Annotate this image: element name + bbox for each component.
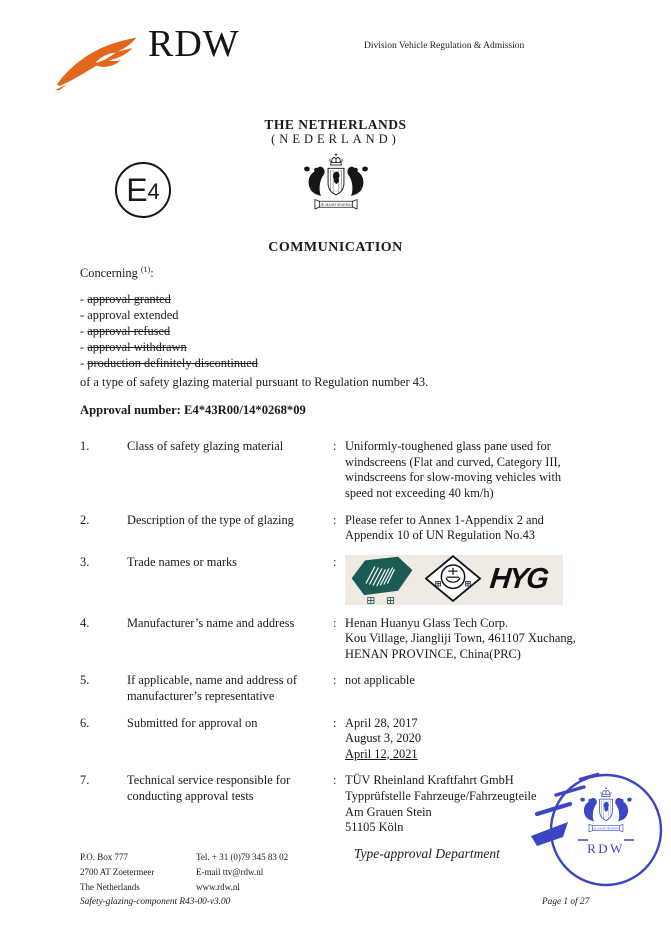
page-indicator: Page 1 of 27: [542, 897, 590, 907]
item-value: [345, 716, 596, 763]
approval-number-line: [80, 402, 596, 418]
table-row: [80, 555, 596, 605]
website-line: www.rdw.nl: [196, 881, 240, 892]
option-approval-extended: approval extended: [87, 308, 179, 323]
e4-approval-mark: [115, 162, 171, 218]
concerning-list: [80, 291, 596, 371]
item-value: [345, 616, 596, 663]
e-mark-letter: E: [126, 172, 148, 208]
label-line: Description of the type of glazing: [127, 512, 294, 527]
colon-separator: :: [333, 554, 337, 569]
department-title: Type-approval Department: [354, 846, 500, 861]
colon-separator: :: [333, 715, 337, 730]
value-line: not applicable: [345, 673, 415, 688]
item-number: 7.: [80, 773, 90, 788]
table-row: [80, 439, 596, 501]
huanyu-hexagon-logo-icon: [348, 555, 416, 605]
item-value: [345, 673, 596, 704]
colon-separator: :: [333, 512, 337, 527]
subject-line: of a type of safety glazing material pursuant to Regulation number 43.: [80, 375, 429, 390]
label-line: Class of safety glazing material: [127, 439, 284, 454]
item-number: 1.: [80, 439, 90, 454]
item-number: 5.: [80, 673, 90, 688]
item-label: [127, 555, 333, 605]
value-line: windscreens (Flat and curved, Category III,: [345, 454, 561, 469]
hyg-logo: HYG: [488, 563, 549, 596]
item-number: 6.: [80, 715, 90, 730]
label-line: conducting approval tests: [127, 789, 254, 804]
label-line: Trade names or marks: [127, 554, 238, 569]
footer-address: [80, 850, 154, 894]
main-content: [80, 262, 596, 847]
value-line: Uniformly-toughened glass pane used for: [345, 439, 551, 454]
e-mark-number: 4: [147, 178, 160, 204]
email-line: E-mail ttv@rdw.nl: [196, 866, 264, 877]
item-label: [127, 439, 333, 501]
value-line: TÜV Rheinland Kraftfahrt GmbH: [345, 773, 514, 788]
item-number: 3.: [80, 554, 90, 569]
items-table: [80, 439, 596, 836]
document-type-title: COMMUNICATION: [268, 240, 403, 255]
item-label: [127, 673, 333, 704]
value-line: Please refer to Annex 1-Appendix 2 and: [345, 512, 544, 527]
list-item: [80, 355, 596, 371]
label-line: If applicable, name and address of: [127, 673, 297, 688]
value-line: Typprüfstelle Fahrzeuge/Fahrzeugteile: [345, 789, 537, 804]
brand-wordmark: RDW: [148, 23, 240, 65]
concerning-colon: :: [150, 266, 154, 281]
table-row: [80, 616, 596, 663]
value-line: Henan Huanyu Glass Tech Corp.: [345, 615, 509, 630]
label-line: Technical service responsible for: [127, 773, 291, 788]
item-label: [127, 616, 333, 663]
value-line: August 3, 2020: [345, 731, 422, 746]
item-label: [127, 773, 333, 835]
division-title: Division Vehicle Regulation & Admission: [364, 41, 525, 51]
document-reference: Safety-glazing-component R43-00-v3.00: [80, 897, 231, 907]
country-native-title: (NEDERLAND): [271, 132, 400, 146]
table-row: [80, 673, 596, 704]
list-item: [80, 291, 596, 307]
dash: -: [80, 308, 85, 323]
address-line: 2700 AT Zoetermeer: [80, 866, 155, 877]
concerning-footnote-ref: (1): [140, 265, 151, 274]
value-line: windscreens for slow-moving vehicles with: [345, 470, 562, 485]
item-value: [345, 513, 596, 544]
option-production-discontinued: production definitely discontinued: [87, 356, 258, 371]
trade-marks-strip: [345, 555, 563, 605]
value-line: Kou Village, Jiangliji Town, 461107 Xuchang,: [345, 631, 576, 646]
approval-number-value: E4*43R00/14*0268*09: [184, 403, 306, 418]
value-line: HENAN PROVINCE, China(PRC): [345, 646, 521, 661]
rdw-swoosh-logo-icon: [53, 34, 143, 92]
address-line: P.O. Box 777: [80, 852, 129, 862]
table-row: [80, 716, 596, 763]
item-value: [345, 555, 596, 605]
list-item: [80, 339, 596, 355]
table-row: [80, 513, 596, 544]
hexagon-caption-glyphs: [368, 597, 394, 603]
country-title: THE NETHERLANDS: [264, 117, 407, 132]
list-item: [80, 307, 596, 323]
item-number: 4.: [80, 615, 90, 630]
table-row: [80, 773, 596, 835]
label-line: Manufacturer’s name and address: [127, 615, 295, 630]
colon-separator: :: [333, 773, 337, 788]
dash: -: [80, 324, 85, 339]
stamp-rdw-text: RDW: [587, 841, 625, 856]
approval-number-label: Approval number:: [80, 403, 181, 418]
value-line: April 28, 2017: [345, 715, 418, 730]
dash: -: [80, 292, 85, 307]
colon-separator: :: [333, 439, 337, 454]
option-approval-refused: approval refused: [87, 324, 171, 339]
item-value: [345, 439, 596, 501]
value-line: Am Grauen Stein: [345, 804, 432, 819]
colon-separator: :: [333, 673, 337, 688]
value-line: speed not exceeding 40 km/h): [345, 485, 494, 500]
option-approval-withdrawn: approval withdrawn: [87, 340, 187, 355]
label-line: manufacturer’s representative: [127, 689, 275, 704]
value-line: 51105 Köln: [345, 820, 404, 835]
value-line: Appendix 10 of UN Regulation No.43: [345, 528, 535, 543]
item-label: [127, 716, 333, 763]
concerning-heading: [80, 262, 596, 281]
item-label: [127, 513, 333, 544]
list-item: [80, 323, 596, 339]
colon-separator: :: [333, 615, 337, 630]
option-approval-granted: approval granted: [87, 292, 171, 307]
footer-contact: [196, 850, 288, 894]
netherlands-coat-of-arms-icon: [296, 152, 376, 214]
dash: -: [80, 340, 85, 355]
phone-line: Tel. + 31 (0)79 345 83 02: [196, 852, 289, 862]
value-line: April 12, 2021: [345, 746, 418, 761]
label-line: Submitted for approval on: [127, 715, 258, 730]
huanyu-diamond-seal-logo-icon: [425, 555, 481, 604]
address-line: The Netherlands: [80, 881, 140, 892]
dash: -: [80, 356, 85, 371]
item-number: 2.: [80, 512, 90, 527]
concerning-label: Concerning: [80, 266, 138, 281]
rdw-blue-stamp-icon: [524, 770, 664, 894]
